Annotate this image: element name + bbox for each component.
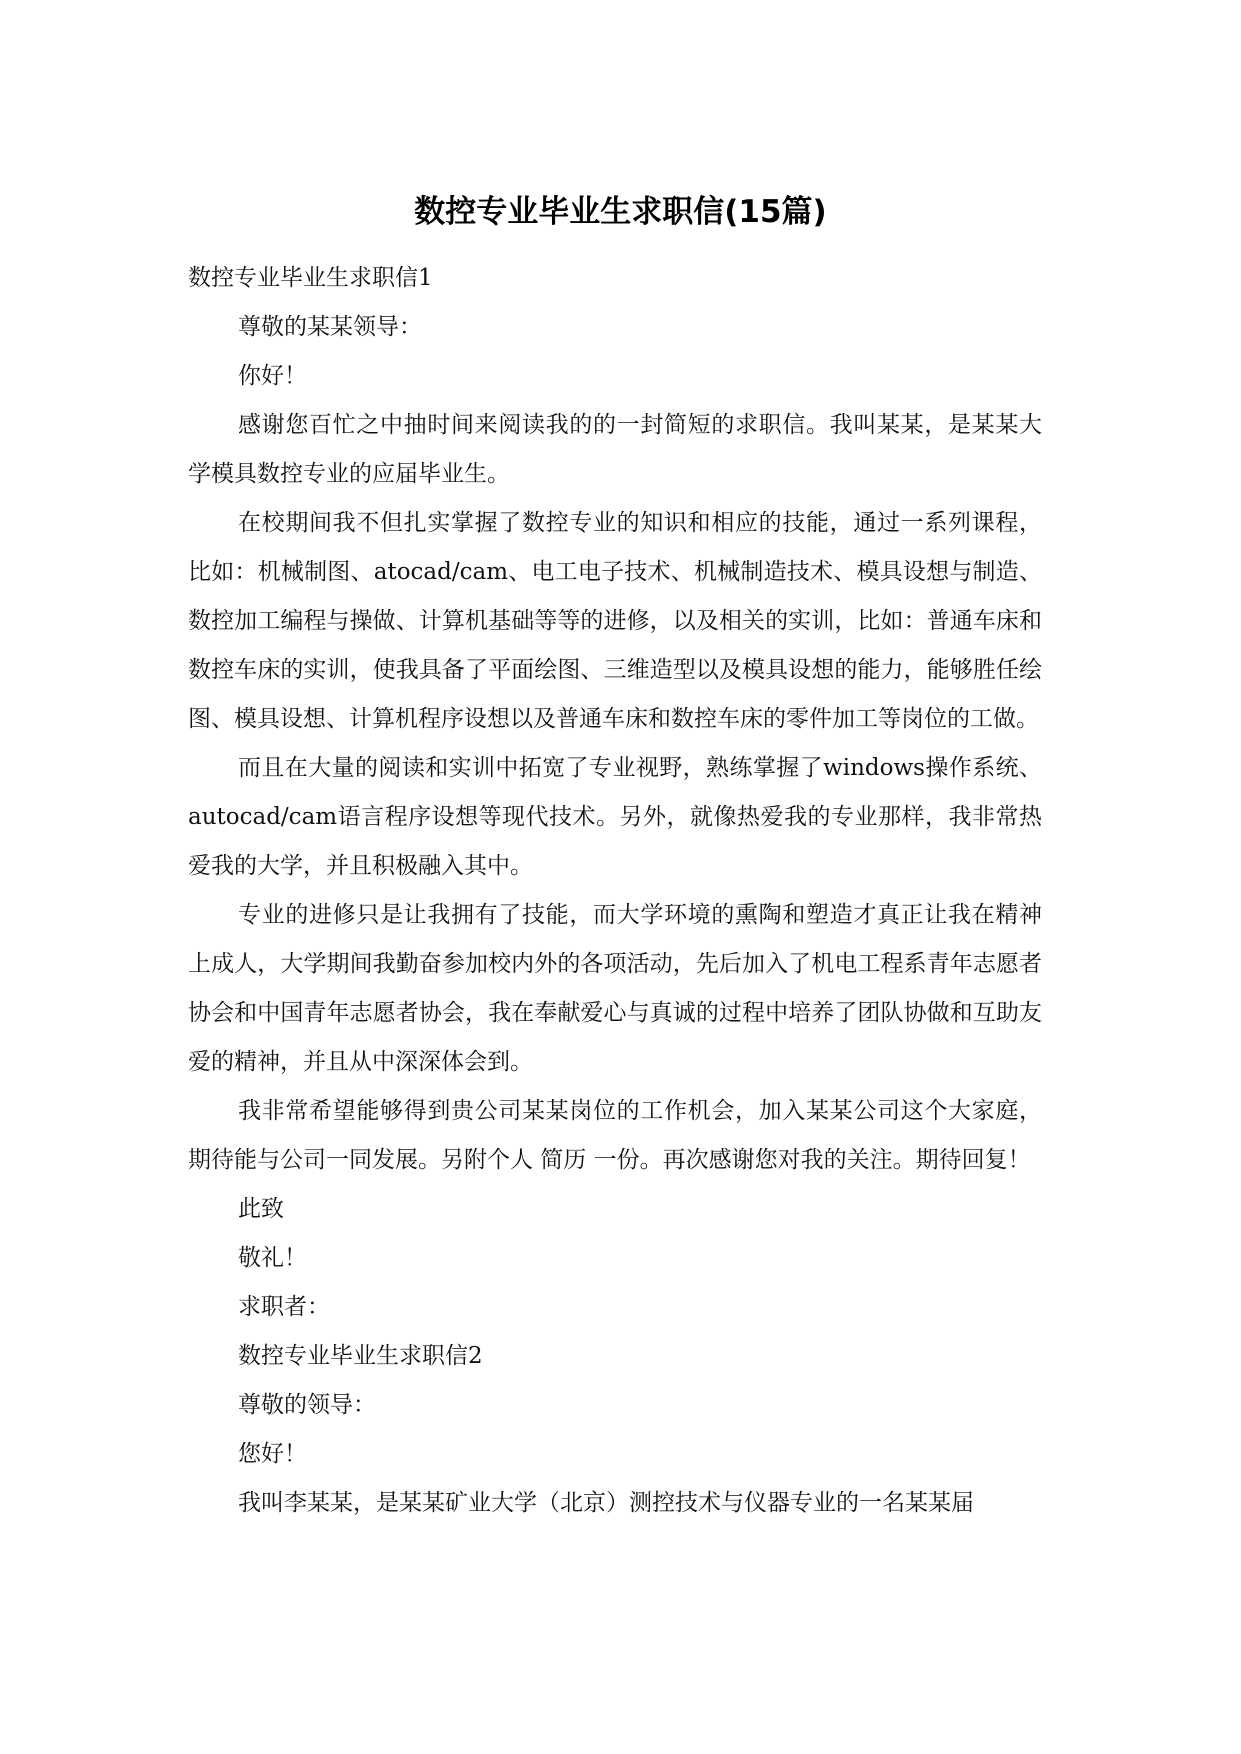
paragraph: 尊敬的领导： xyxy=(238,1392,376,1418)
paragraph: 专业的进修只是让我拥有了技能，而大学环境的熏陶和塑造才真正让我在精神上成人，大学期间我勤奋参加校内外的各项活动，先后加入了机电工程系青年志愿者协会和中国青年志愿者协会，我在奉献爱心与真诚的过程中培养了团队协做和互助友爱的精神，并且从中深深体会到。 xyxy=(188,902,1042,1075)
paragraph: 我非常希望能够得到贵公司某某岗位的工作机会，加入某某公司这个大家庭，期待能与公司一同发展。另附个人 简历 一份。再次感谢您对我的关注。期待回复！ xyxy=(188,1098,1042,1173)
document-title: 数控专业毕业生求职信(15篇) xyxy=(414,194,827,230)
paragraph: 我叫李某某，是某某矿业大学（北京）测控技术与仪器专业的一名某某届 xyxy=(238,1490,974,1516)
paragraph: 数控专业毕业生求职信2 xyxy=(238,1343,483,1369)
paragraph: 感谢您百忙之中抽时间来阅读我的的一封简短的求职信。我叫某某，是某某大学模具数控专业的应届毕业生。 xyxy=(188,412,1042,487)
paragraph: 你好！ xyxy=(238,363,307,389)
paragraph: 而且在大量的阅读和实训中拓宽了专业视野，熟练掌握了windows操作系统、autocad/cam语言程序设想等现代技术。另外，就像热爱我的专业那样，我非常热爱我的大学，并且积极融入其中。 xyxy=(188,755,1042,879)
paragraph: 此致 xyxy=(238,1196,284,1222)
paragraph: 在校期间我不但扎实掌握了数控专业的知识和相应的技能，通过一系列课程，比如：机械制图、atocad/cam、电工电子技术、机械制造技术、模具设想与制造、数控加工编程与操做、计算机基础等等的进修，以及相关的实训，比如：普通车床和数控车床的实训，使我具备了平面绘图、三维造型以及模具设想的能力，能够胜任绘图、模具设想、计算机程序设想以及普通车床和数控车床的零件加工等岗位的工做。 xyxy=(188,510,1042,732)
paragraph: 敬礼！ xyxy=(238,1245,307,1271)
document-body xyxy=(188,254,1042,1528)
paragraph: 数控专业毕业生求职信1 xyxy=(188,265,433,291)
paragraph: 尊敬的某某领导： xyxy=(238,314,422,340)
paragraph: 您好！ xyxy=(238,1441,307,1467)
paragraph: 求职者： xyxy=(238,1294,330,1320)
